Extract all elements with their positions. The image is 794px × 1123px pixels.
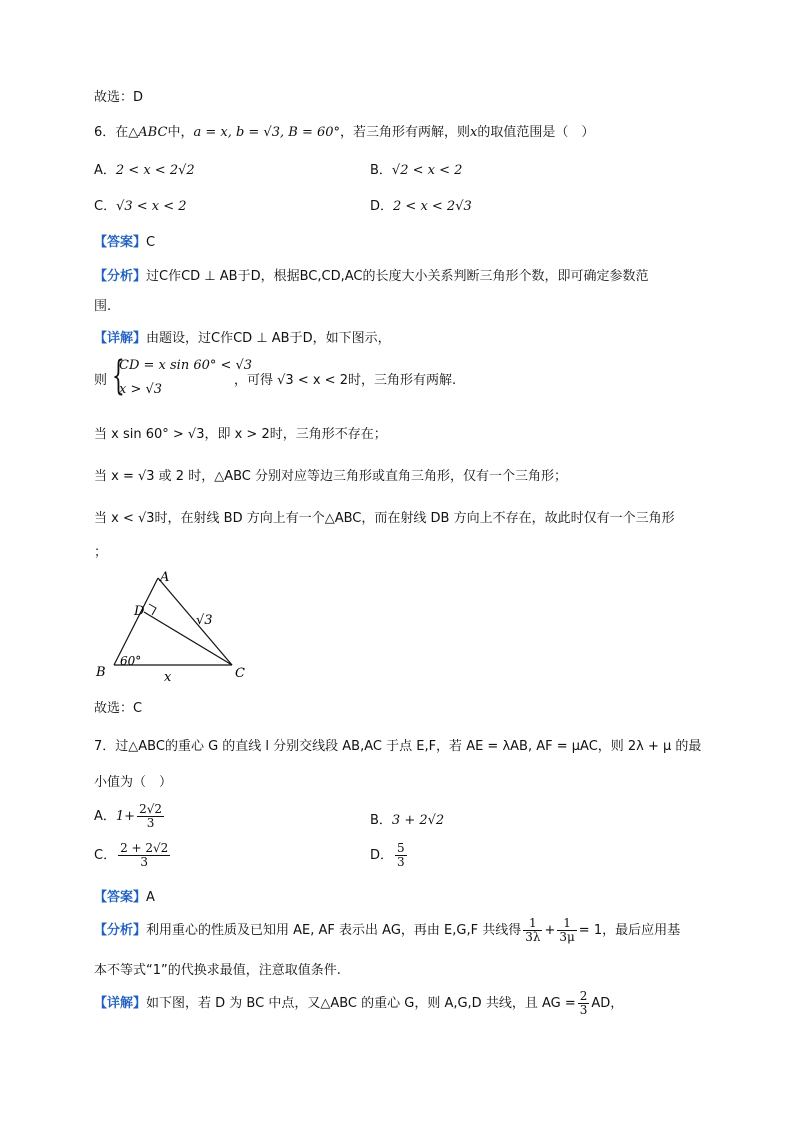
q7-detail-end: AD，	[591, 996, 624, 1011]
q6-option-d-text: 2 < x < 2√3	[393, 199, 472, 214]
q7-analysis-tag: 【分析】	[94, 923, 147, 938]
label-sqrt3: √3	[196, 613, 213, 628]
q7-option-b	[370, 809, 444, 828]
q6-option-b	[370, 159, 462, 178]
q6-answer	[94, 231, 155, 250]
q6-option-d	[370, 195, 472, 214]
q6-analysis	[94, 265, 648, 284]
q7-option-a-label: A．	[94, 809, 116, 824]
q6-option-a	[94, 159, 195, 178]
triangle-figure	[90, 566, 290, 686]
q6-answer-tag: 【答案】	[94, 235, 147, 250]
q6-detail-tag: 【详解】	[94, 331, 147, 346]
label-c: C	[235, 666, 245, 681]
q7-option-c-fraction	[118, 842, 170, 869]
q6-option-a-label: A．	[94, 163, 116, 178]
q6-stem-pre: 在	[115, 125, 129, 140]
q6-stem-post: ，若三角形有两解，则	[340, 125, 471, 140]
q7-stem-line2: 小值为（ ）	[94, 775, 173, 790]
q7-frac-2-num: 1	[557, 917, 576, 931]
q6-answer-value: C	[146, 235, 156, 250]
q7-option-c-den: 3	[140, 855, 149, 869]
q6-triangle: △ABC	[128, 125, 168, 140]
q7-frac-3-num: 2	[579, 989, 588, 1003]
side-ab	[114, 578, 158, 665]
q6-detail-conclusion: ，可得 √3 < x < 2时，三角形有两解.	[234, 373, 457, 388]
side-ac	[158, 578, 232, 665]
q7-detail-text: 如下图，若 D 为 BC 中点，又△ABC 的重心 G，则 A,G,D 共线，且 AG =	[146, 996, 576, 1011]
system-line-1: CD = x sin 60° < √3	[119, 358, 253, 373]
q7-option-c-label: C．	[94, 848, 117, 863]
q6-detail-case-1: 当 x sin 60° > √3，即 x > 2时，三角形不存在；	[94, 427, 387, 442]
q6-option-b-label: B．	[370, 163, 392, 178]
system-brace: {	[112, 353, 125, 399]
q7-option-c-num: 2 + 2√2	[120, 841, 169, 855]
label-x: x	[164, 670, 172, 685]
q6-final: 故选：C	[94, 701, 143, 716]
q7-analysis-line2: 本不等式“1”的代换求最值，注意取值条件.	[94, 963, 341, 978]
q7-stem-text: 过△ABC的重心 G 的直线 l 分别交线段 AB,AC 于点 E,F，若 AE = λAB, AF = μAC，则 2λ + μ 的最	[115, 739, 702, 754]
q7-option-d-label: D．	[370, 848, 394, 863]
q7-detail-tag: 【详解】	[94, 996, 147, 1011]
q6-detail-case-3-end: ；	[94, 545, 108, 560]
q7-analysis-text: 利用重心的性质及已知用 AE, AF 表示出 AG，再由 E,G,F 共线得	[146, 923, 522, 938]
q7-number: 7．	[94, 739, 116, 754]
q7-answer	[94, 886, 155, 905]
label-a: A	[160, 570, 170, 585]
q7-analysis	[94, 917, 680, 944]
q7-option-b-text: 3 + 2√2	[391, 813, 445, 828]
q7-plus: +	[544, 923, 556, 938]
q7-stem	[94, 735, 701, 754]
label-d: D	[134, 604, 145, 619]
q6-detail-case-3: 当 x < √3时，在射线 BD 方向上有一个△ABC，而在射线 DB 方向上不存在，故此时仅有一个三角形	[94, 511, 675, 526]
q7-option-a-num: 2√2	[139, 802, 162, 816]
q6-stem-end: 的取值范围是（ ）	[477, 125, 595, 140]
altitude-cd	[144, 612, 232, 665]
q7-answer-tag: 【答案】	[94, 890, 147, 905]
q7-answer-value: A	[146, 890, 155, 905]
q6-var: x	[470, 125, 478, 140]
q7-frac-3	[578, 990, 590, 1017]
q7-frac-1-den: 3λ	[525, 930, 541, 944]
q6-stem-mid: 中，	[167, 125, 194, 140]
q7-option-b-label: B．	[370, 813, 392, 828]
q6-option-c-label: C．	[94, 199, 117, 214]
q7-eq: = 1，最后应用基	[578, 923, 681, 938]
q7-option-d-den: 3	[397, 855, 405, 869]
q7-frac-1	[523, 917, 542, 944]
q7-detail	[94, 990, 623, 1017]
q7-option-a-pre: 1+	[115, 809, 136, 824]
q6-option-b-text: √2 < x < 2	[391, 163, 463, 178]
q7-frac-3-den: 3	[579, 1003, 588, 1017]
label-b: B	[96, 665, 106, 680]
q7-frac-2-den: 3μ	[559, 930, 575, 944]
q7-option-a	[94, 803, 166, 830]
q6-stem	[94, 121, 594, 140]
q6-conditions: a = x, b = √3, B = 60°	[193, 125, 341, 140]
label-angle-60: 60°	[120, 654, 142, 668]
q6-analysis-text: 过C作CD ⊥ AB于D，根据BC,CD,AC的长度大小关系判断三角形个数，即可确定参数范	[146, 269, 649, 284]
system-line-2: x > √3	[119, 382, 163, 397]
previous-answer: 故选：D	[94, 90, 144, 105]
q7-option-a-fraction	[137, 803, 164, 830]
q6-option-c	[94, 195, 187, 214]
q6-option-a-text: 2 < x < 2√2	[115, 163, 195, 178]
q6-detail-then: 则	[94, 373, 108, 388]
q6-detail-case-2: 当 x = √3 或 2 时，△ABC 分别对应等边三角形或直角三角形，仅有一个三角形；	[94, 469, 567, 484]
q6-analysis-tag: 【分析】	[94, 269, 147, 284]
q7-option-d	[370, 842, 409, 869]
q6-detail	[94, 327, 391, 346]
q6-option-c-text: √3 < x < 2	[116, 199, 187, 214]
q6-detail-text: 由题设，过C作CD ⊥ AB于D，如下图示，	[146, 331, 391, 346]
q6-number: 6．	[94, 125, 116, 140]
right-angle-mark	[149, 604, 156, 615]
q7-option-d-num: 5	[397, 841, 405, 855]
q7-frac-1-num: 1	[523, 917, 542, 931]
q6-analysis-line2: 围.	[94, 299, 112, 314]
q7-option-a-den: 3	[146, 816, 155, 830]
q7-frac-2	[557, 917, 576, 944]
q6-option-d-label: D．	[370, 199, 394, 214]
q7-option-d-fraction	[395, 842, 407, 869]
q7-option-c	[94, 842, 172, 869]
